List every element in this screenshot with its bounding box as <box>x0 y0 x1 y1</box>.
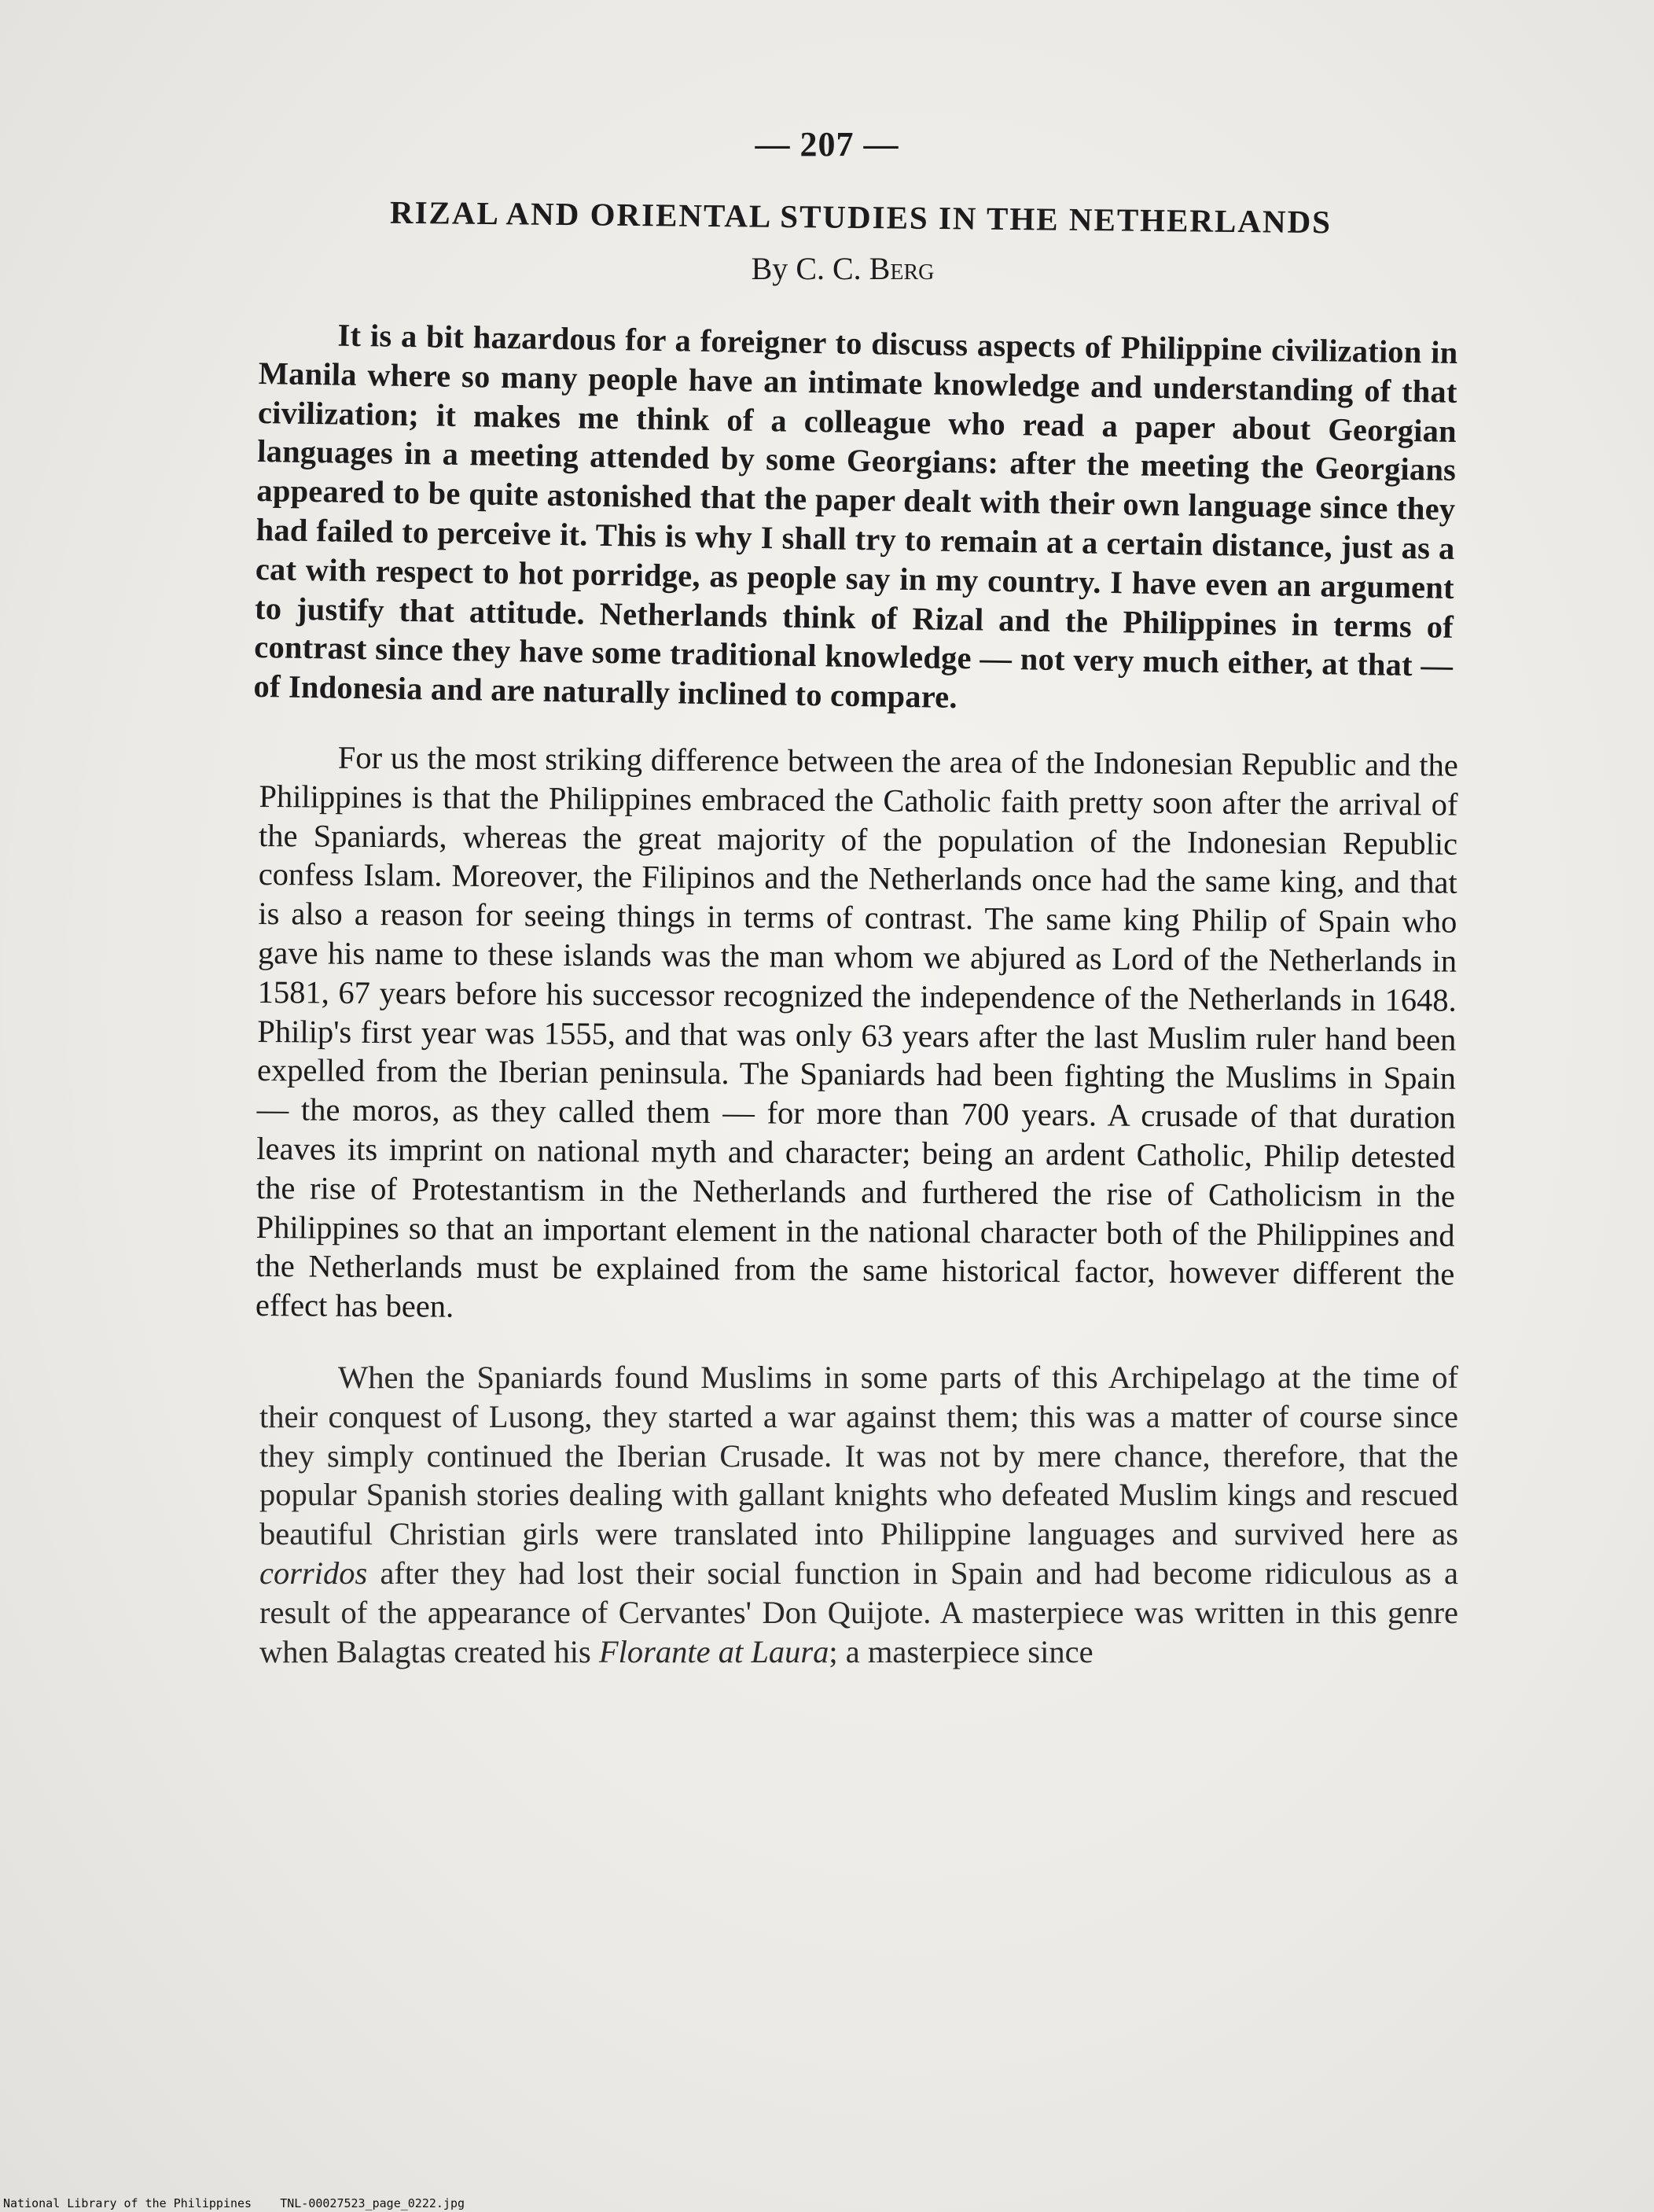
article-title: RIZAL AND ORIENTAL STUDIES IN THE NETHERLANDS <box>389 193 1332 241</box>
footer-credit: National Library of the Philippines TNL-00027523_page_0222.jpg <box>3 2196 465 2210</box>
paragraph-2: For us the most striking difference between the area of the Indonesian Republic and the Philippines is that the Philippines embraced the Catholic faith pretty soon after the arrival of the Spaniards, whereas the great majority of the population of the Indonesian Republic confess Islam. Moreover, the Filipinos and the Netherlands once had the same king, and that is also a reason for seeing things in terms of contrast. The same king Philip of Spain who gave his name to these islands was the man whom we abjured as Lord of the Netherlands in 1581, 67 years before his successor recognized the independence of the Netherlands in 1648. Philip's first year was 1555, and that was only 63 years after the last Muslim ruler hand been expelled from the Iberian peninsula. The Spaniards had been fighting the Muslims in Spain — the moros, as they called them — for more than 700 years. A crusade of that duration leaves its imprint on national myth and character; being an ardent Catholic, Philip detested the rise of Protestantism in the Netherlands and furthered the rise of Catholicism in the Philippines so that an important element in the national character both of the Philippines and the Netherlands must be explained from the same historical factor, however different the effect has been. <box>255 739 1458 1324</box>
italic-corridos: corridos <box>259 1555 368 1591</box>
paragraph-3 <box>259 1358 1458 1671</box>
paragraph-1: It is a bit hazardous for a foreigner to discuss aspects of Philippine civilization in Manila where so many people have an intimate knowledge and understanding of that civilization; it makes me think of a colleague who read a paper about Georgian languages in a meeting attended by some Georgians: after the meeting the Georgians appeared to be quite astonished that the paper dealt with their own language since they had failed to perceive it. This is why I shall try to remain at a certain distance, just as a cat with respect to hot porridge, as people say in my country. I have even an argument to justify that attitude. Netherlands think of Rizal and the Philippines in terms of contrast since they have some traditional knowledge — not very much either, at that — of Indonesia and are naturally inclined to compare. <box>253 317 1458 716</box>
paragraph-3-text-b: after they had lost their social function in Spain and had become ridiculous as a result of the appearance of Cervantes' Don Quijote. A masterpiece was written in this genre when Balagtas created his <box>259 1555 1458 1669</box>
page-number: — 207 — <box>755 125 899 164</box>
paragraph-3-text-c: ; a masterpiece since <box>829 1633 1093 1669</box>
italic-florante-at-laura: Florante at Laura <box>598 1633 829 1669</box>
byline <box>0 250 1654 287</box>
article-body <box>253 315 1458 1671</box>
author-name: C. C. Berg <box>796 251 935 286</box>
paragraph-3-text-a: When the Spaniards found Muslims in some parts of this Archipelago at the time of their conquest of Lusong, they started a war against them; this was a matter of course since they simply continued the Iberian Crusade. It was not by mere chance, therefore, that the popular Spanish stories dealing with gallant knights who defeated Muslim kings and rescued beautiful Christian girls were translated into Philippine languages and survived here as <box>259 1359 1458 1552</box>
byline-prefix: By <box>751 251 788 286</box>
